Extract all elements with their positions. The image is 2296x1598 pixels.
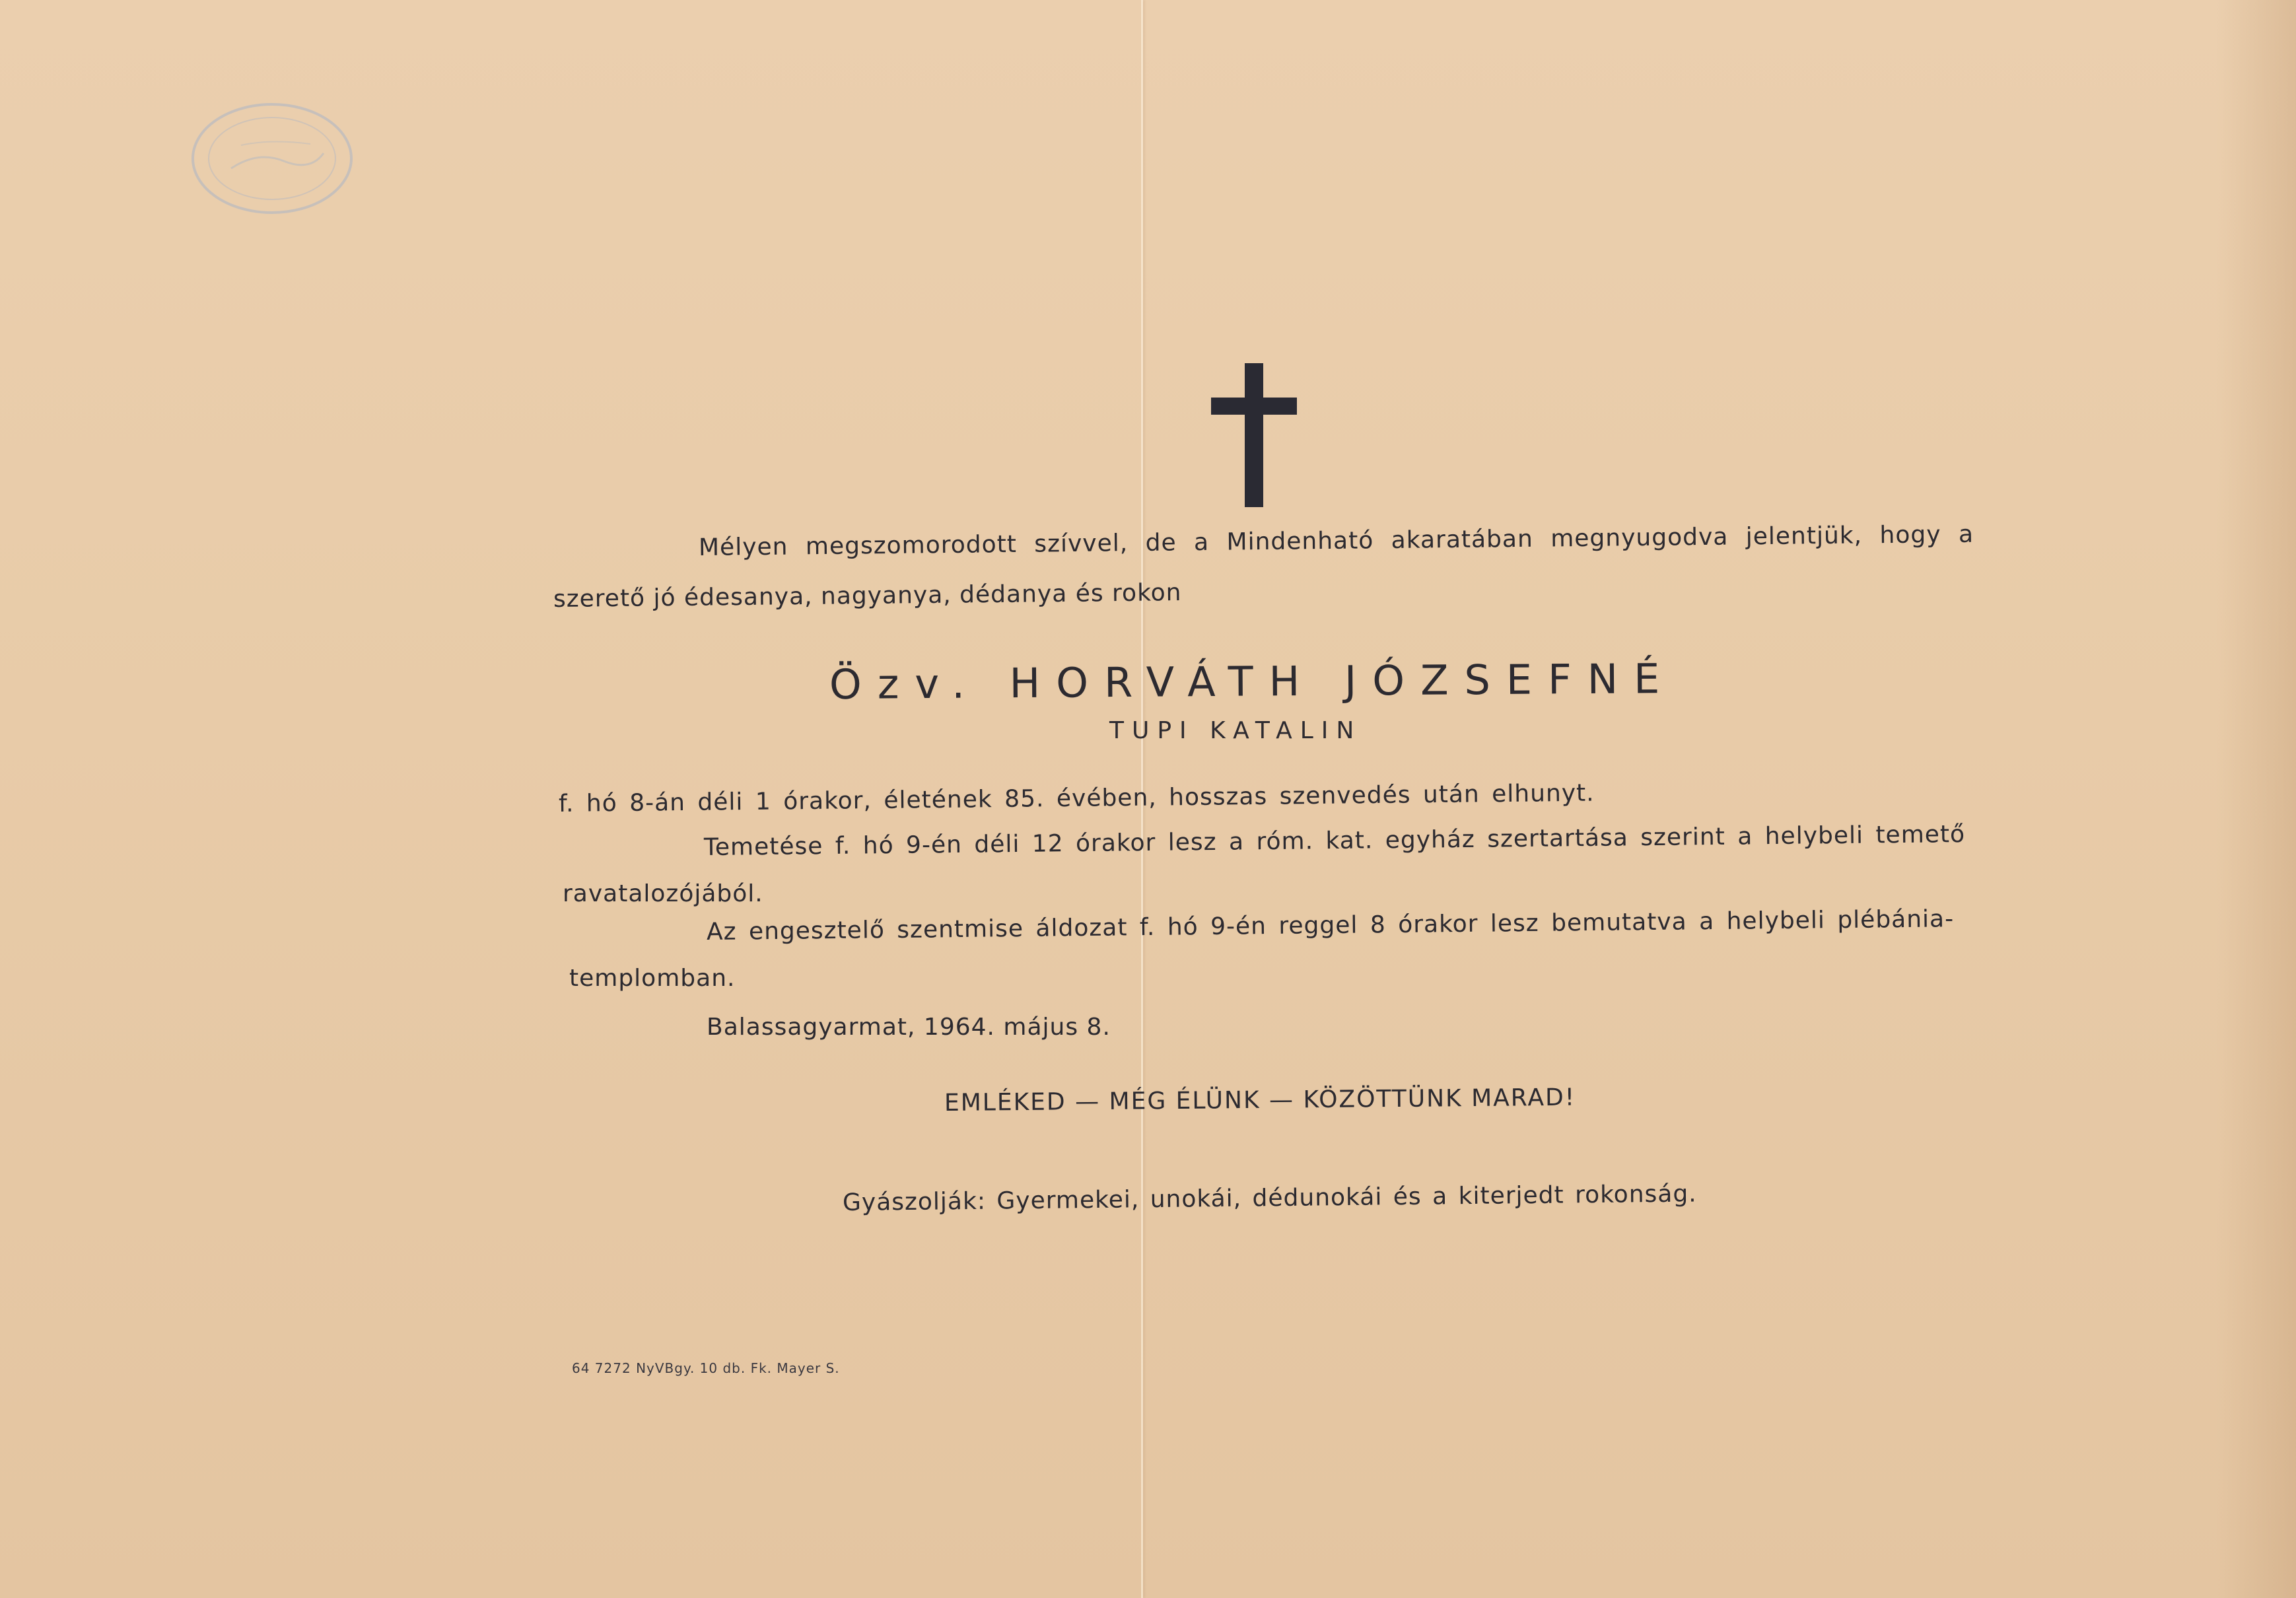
funeral-line-2: ravatalozójából. (563, 880, 763, 907)
cross-icon (1211, 363, 1297, 507)
death-line: f. hó 8-án déli 1 órakor, életének 85. évében, hosszas szenvedés után elhunyt. (558, 779, 1595, 817)
place-and-date: Balassagyarmat, 1964. május 8. (707, 1014, 1111, 1041)
paper-edge-shade (2217, 0, 2296, 1598)
intro-line-2: szerető jó édesanya, nagyanya, dédanya és rokon (553, 579, 1182, 613)
mass-line-1: Az engesztelő szentmise áldozat f. hó 9-én reggel 8 órakor lesz bemutatva a helybeli plébánia- (706, 905, 1955, 946)
printer-note: 64 7272 NyVBgy. 10 db. Fk. Mayer S. (572, 1360, 840, 1376)
mass-line-2: templomban. (569, 965, 736, 992)
intro-line-1: Mélyen megszomorodott szívvel, de a Mindenható akaratában megnyugodva jelentjük, hogy a (698, 520, 1974, 561)
deceased-name: Özv. HORVÁTH JÓZSEFNÉ (829, 654, 1676, 709)
library-stamp-icon (185, 92, 360, 225)
maiden-name: TUPI KATALIN (1109, 717, 1362, 744)
funeral-line-1: Temetése f. hó 9-én déli 12 órakor lesz a róm. kat. egyház szertartása szerint a helybeli temető (703, 820, 1966, 861)
memorial-motto: EMLÉKED — MÉG ÉLÜNK — KÖZÖTTÜNK MARAD! (944, 1084, 1576, 1117)
mourners-line: Gyászolják: Gyermekei, unokái, dédunokái és a kiterjedt rokonság. (842, 1180, 1697, 1216)
